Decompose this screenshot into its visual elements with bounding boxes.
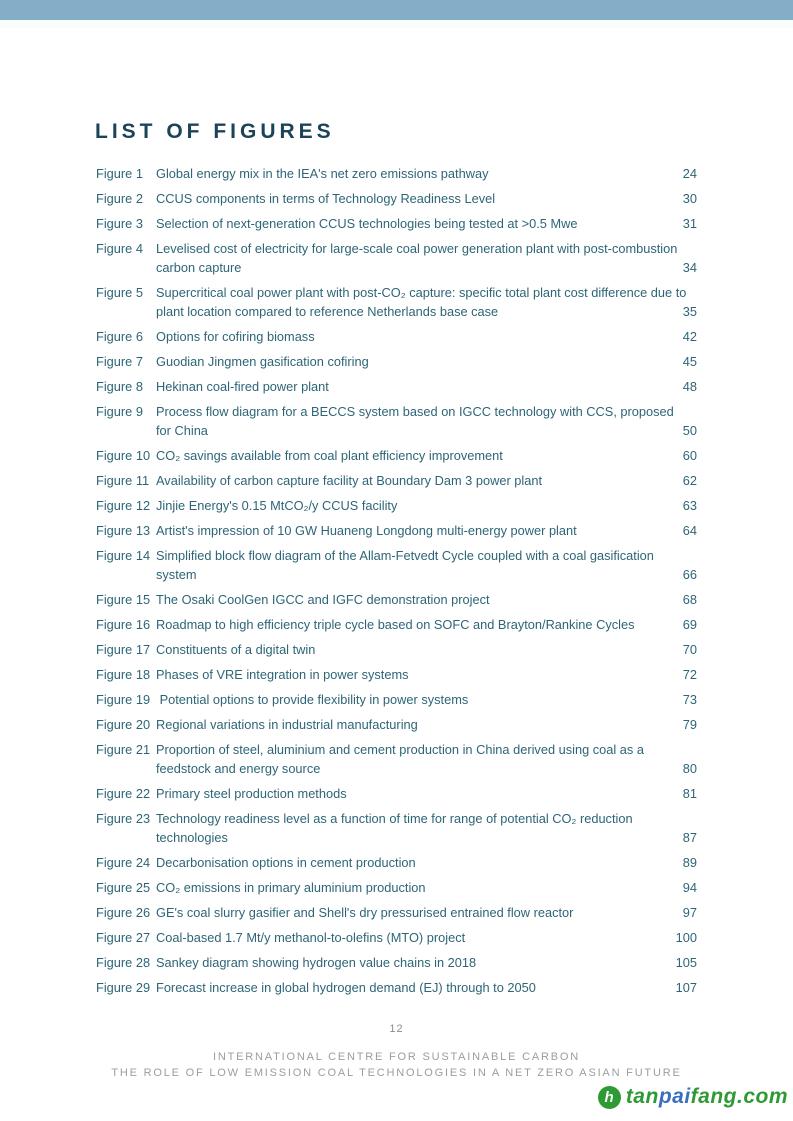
list-item <box>96 903 697 922</box>
figure-label: Figure 29 <box>96 980 151 995</box>
list-item <box>96 546 697 584</box>
list-item <box>96 377 697 396</box>
figure-description: Forecast increase in global hydrogen demand (EJ) through to 2050 <box>156 980 536 995</box>
figure-description: Artist's impression of 10 GW Huaneng Longdong multi-energy power plant <box>156 523 577 538</box>
figure-page-number: 31 <box>682 216 697 231</box>
list-item <box>96 740 697 778</box>
figure-page-number: 72 <box>682 667 697 682</box>
list-item <box>96 665 697 684</box>
figure-description: Global energy mix in the IEA's net zero emissions pathway <box>156 166 489 181</box>
figure-page-number: 64 <box>682 523 697 538</box>
figure-label: Figure 3 <box>96 216 143 231</box>
list-item <box>96 784 697 803</box>
figure-description: Sankey diagram showing hydrogen value chains in 2018 <box>156 955 477 970</box>
figure-description: Phases of VRE integration in power systems <box>156 667 409 682</box>
figure-description: Primary steel production methods <box>156 786 347 801</box>
top-banner-bar <box>0 0 793 20</box>
figure-page-number: 70 <box>682 642 697 657</box>
figure-description: Regional variations in industrial manufacturing <box>156 717 418 732</box>
figure-description: Proportion of steel, aluminium and cement production in China derived using coal as a feedstock and energy source <box>156 742 648 776</box>
figure-label: Figure 4 <box>96 241 143 256</box>
page-title: LIST OF FIGURES <box>95 120 335 143</box>
figure-description: Technology readiness level as a function of time for range of potential CO₂ reduction technologies <box>156 811 637 845</box>
figures-list <box>96 164 697 1003</box>
list-item <box>96 615 697 634</box>
figure-page-number: 45 <box>682 354 697 369</box>
logo-text-part2: pai <box>658 1085 691 1108</box>
figure-page-number: 35 <box>682 304 697 319</box>
figure-label: Figure 12 <box>96 498 151 513</box>
figure-description: Selection of next-generation CCUS technologies being tested at >0.5 Mwe <box>156 216 578 231</box>
list-item <box>96 327 697 346</box>
tanpaifang-icon: h <box>598 1086 621 1109</box>
figure-description: Roadmap to high efficiency triple cycle based on SOFC and Brayton/Rankine Cycles <box>156 617 635 632</box>
tanpaifang-watermark-logo <box>598 1085 788 1109</box>
figure-label: Figure 6 <box>96 329 143 344</box>
figure-label: Figure 18 <box>96 667 151 682</box>
footer-report-title: THE ROLE OF LOW EMISSION COAL TECHNOLOGIES IN A NET ZERO ASIAN FUTURE <box>111 1067 682 1079</box>
figure-page-number: 105 <box>675 955 697 970</box>
list-item <box>96 878 697 897</box>
list-item <box>96 953 697 972</box>
figure-description: CO₂ emissions in primary aluminium production <box>156 880 426 895</box>
figure-label: Figure 26 <box>96 905 151 920</box>
figure-page-number: 73 <box>682 692 697 707</box>
list-item <box>96 214 697 233</box>
figure-label: Figure 23 <box>96 811 151 826</box>
list-item <box>96 189 697 208</box>
list-item <box>96 402 697 440</box>
figure-description: Process flow diagram for a BECCS system based on IGCC technology with CCS, proposed for China <box>156 404 678 438</box>
figure-description: Options for cofiring biomass <box>156 329 315 344</box>
figure-page-number: 68 <box>682 592 697 607</box>
figure-description: Constituents of a digital twin <box>156 642 316 657</box>
figure-page-number: 24 <box>682 166 697 181</box>
figure-page-number: 81 <box>682 786 697 801</box>
footer-page-number: 12 <box>389 1023 404 1035</box>
figure-description: Potential options to provide flexibility in power systems <box>156 692 469 707</box>
figure-page-number: 60 <box>682 448 697 463</box>
list-item <box>96 640 697 659</box>
figure-page-number: 34 <box>682 260 697 275</box>
figure-description: Supercritical coal power plant with post-CO₂ capture: specific total plant cost difference due to plant location compared to reference Netherlands base case <box>156 285 690 319</box>
list-item <box>96 928 697 947</box>
figure-page-number: 100 <box>675 930 697 945</box>
figure-page-number: 42 <box>682 329 697 344</box>
figure-label: Figure 10 <box>96 448 151 463</box>
figure-label: Figure 28 <box>96 955 151 970</box>
figure-label: Figure 15 <box>96 592 151 607</box>
figure-description: Levelised cost of electricity for large-scale coal power generation plant with post-combustion carbon capture <box>156 241 681 275</box>
figure-page-number: 63 <box>682 498 697 513</box>
figure-description: Guodian Jingmen gasification cofiring <box>156 354 369 369</box>
figure-label: Figure 27 <box>96 930 151 945</box>
list-item <box>96 809 697 847</box>
figure-page-number: 48 <box>682 379 697 394</box>
figure-label: Figure 11 <box>96 473 150 488</box>
figure-label: Figure 14 <box>96 548 151 563</box>
figure-page-number: 97 <box>682 905 697 920</box>
logo-text-part1: tan <box>625 1085 659 1108</box>
figure-label: Figure 2 <box>96 191 143 206</box>
list-item <box>96 164 697 183</box>
list-item <box>96 715 697 734</box>
list-item <box>96 853 697 872</box>
figure-page-number: 107 <box>675 980 697 995</box>
figure-label: Figure 21 <box>96 742 151 757</box>
figure-label: Figure 5 <box>96 285 143 300</box>
figure-description: GE's coal slurry gasifier and Shell's dry pressurised entrained flow reactor <box>156 905 574 920</box>
figure-label: Figure 25 <box>96 880 151 895</box>
list-item <box>96 521 697 540</box>
figure-page-number: 30 <box>682 191 697 206</box>
figure-label: Figure 22 <box>96 786 151 801</box>
list-item <box>96 239 697 277</box>
list-item <box>96 978 697 997</box>
figure-page-number: 69 <box>682 617 697 632</box>
top-banner-gap <box>0 20 793 28</box>
figure-page-number: 87 <box>682 830 697 845</box>
figure-label: Figure 8 <box>96 379 143 394</box>
figure-description: Decarbonisation options in cement production <box>156 855 416 870</box>
figure-page-number: 79 <box>682 717 697 732</box>
list-item <box>96 496 697 515</box>
figure-description: CCUS components in terms of Technology Readiness Level <box>156 191 496 206</box>
figure-label: Figure 16 <box>96 617 151 632</box>
figure-description: CO₂ savings available from coal plant efficiency improvement <box>156 448 503 463</box>
figure-label: Figure 13 <box>96 523 151 538</box>
figure-description: The Osaki CoolGen IGCC and IGFC demonstration project <box>156 592 490 607</box>
figure-page-number: 50 <box>682 423 697 438</box>
figure-label: Figure 1 <box>96 166 143 181</box>
figure-page-number: 94 <box>682 880 697 895</box>
footer-organisation: INTERNATIONAL CENTRE FOR SUSTAINABLE CARBON <box>213 1051 580 1063</box>
figure-label: Figure 19 <box>96 692 151 707</box>
figure-label: Figure 17 <box>96 642 151 657</box>
figure-label: Figure 24 <box>96 855 151 870</box>
list-item <box>96 446 697 465</box>
figure-description: Availability of carbon capture facility at Boundary Dam 3 power plant <box>156 473 543 488</box>
figure-label: Figure 9 <box>96 404 143 419</box>
figure-label: Figure 7 <box>96 354 143 369</box>
figure-description: Simplified block flow diagram of the Allam-Fetvedt Cycle coupled with a coal gasification system <box>156 548 658 582</box>
figure-description: Coal-based 1.7 Mt/y methanol-to-olefins (MTO) project <box>156 930 466 945</box>
logo-text-part3: fang.com <box>690 1085 788 1108</box>
figure-description: Hekinan coal-fired power plant <box>156 379 329 394</box>
figure-page-number: 80 <box>682 761 697 776</box>
figure-label: Figure 20 <box>96 717 151 732</box>
list-item <box>96 283 697 321</box>
list-item <box>96 352 697 371</box>
list-item <box>96 590 697 609</box>
figure-page-number: 62 <box>682 473 697 488</box>
figure-page-number: 89 <box>682 855 697 870</box>
list-item <box>96 690 697 709</box>
figure-page-number: 66 <box>682 567 697 582</box>
list-item <box>96 471 697 490</box>
figure-description: Jinjie Energy's 0.15 MtCO₂/y CCUS facility <box>156 498 398 513</box>
